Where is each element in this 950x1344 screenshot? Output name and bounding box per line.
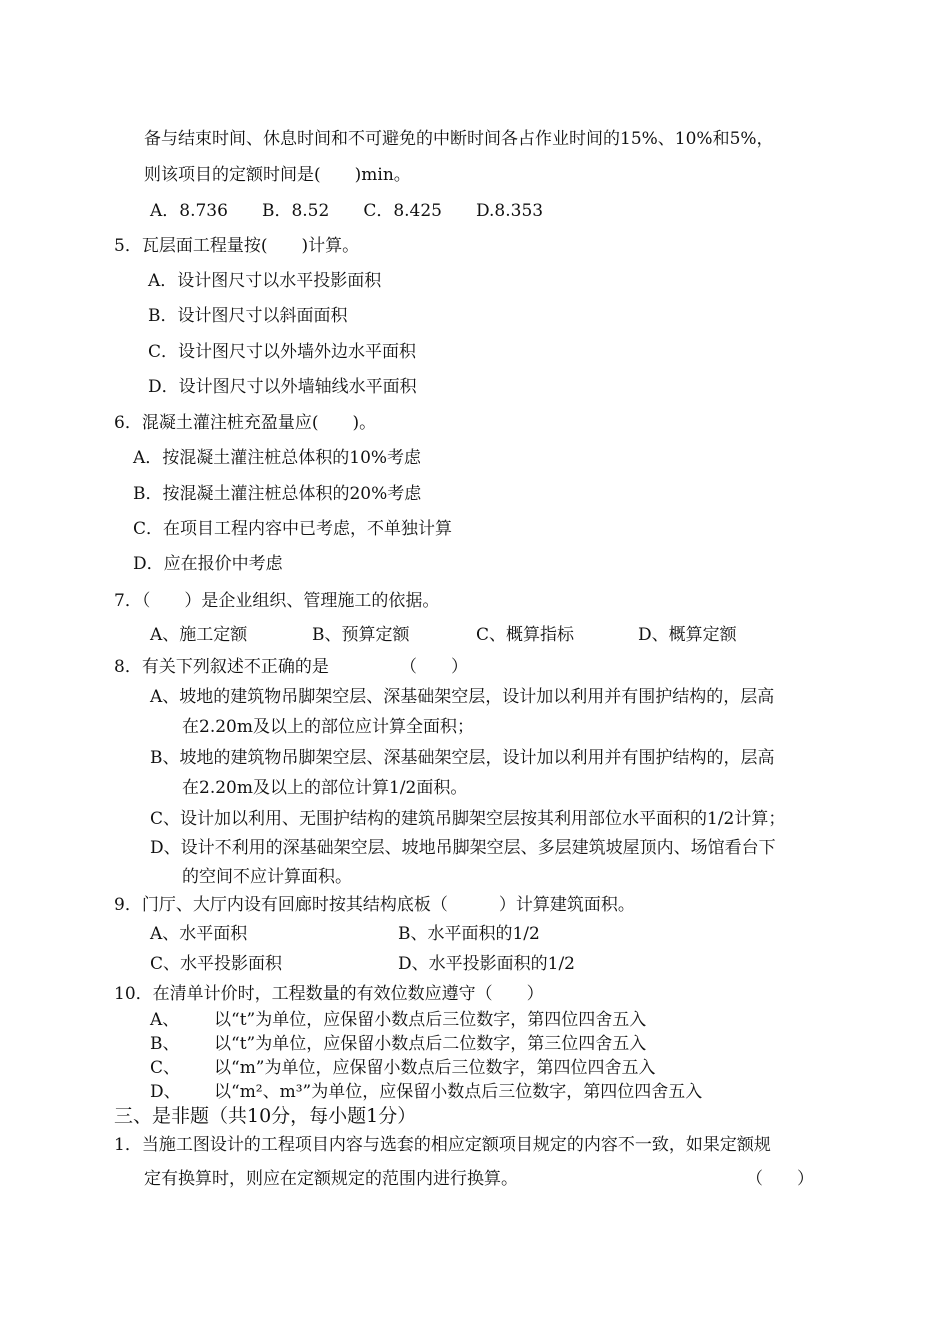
q6-option-d: D．应在报价中考虑 xyxy=(133,554,283,574)
q10-option-a-letter: A、 xyxy=(150,1010,180,1030)
q5-option-b: B．设计图尺寸以斜面面积 xyxy=(148,306,348,326)
q10-option-c-text: 以“m”为单位，应保留小数点后三位数字，第四位四舍五入 xyxy=(214,1058,656,1078)
q8-option-b-line1: B、坡地的建筑物吊脚架空层、深基础架空层，设计加以利用并有围护结构的，层高 xyxy=(150,748,775,768)
q9-option-d: D、水平投影面积的1/2 xyxy=(398,954,575,974)
tf-q1-line1: 1．当施工图设计的工程项目内容与选套的相应定额项目规定的内容不一致，如果定额规 xyxy=(114,1135,771,1155)
q10-option-d-text: 以“m²、m³”为单位，应保留小数点后三位数字，第四位四舍五入 xyxy=(214,1082,703,1102)
q6-option-c: C．在项目工程内容中已考虑，不单独计算 xyxy=(133,519,453,539)
q9-stem: 9．门厅、大厅内设有回廊时按其结构底板（ ）计算建筑面积。 xyxy=(114,895,635,915)
tf-q1-line2: 定有换算时，则应在定额规定的范围内进行换算。 xyxy=(144,1169,518,1189)
q10-option-d-letter: D、 xyxy=(150,1082,181,1102)
q7-option-d: D、概算定额 xyxy=(638,625,737,645)
q8-option-d-line1: D、设计不利用的深基础架空层、坡地吊脚架空层、多层建筑坡屋顶内、场馆看台下 xyxy=(150,838,776,858)
q4-continuation-line2: 则该项目的定额时间是( )min。 xyxy=(144,165,411,185)
q10-stem: 10．在清单计价时，工程数量的有效位数应遵守（ ） xyxy=(114,984,544,1004)
q4-continuation-line1: 备与结束时间、休息时间和不可避免的中断时间各占作业时间的15%、10%和5%， xyxy=(144,129,774,149)
q8-option-c-line1: C、设计加以利用、无围护结构的建筑吊脚架空层按其利用部位水平面积的1/2计算； xyxy=(150,809,786,829)
q4-option-c: C．8.425 xyxy=(363,201,442,221)
section-3-title: 三、是非题（共10分，每小题1分） xyxy=(114,1105,417,1127)
q4-option-d: D.8.353 xyxy=(476,201,544,221)
q7-stem: 7．（ ）是企业组织、管理施工的依据。 xyxy=(114,591,440,611)
q8-option-a-line2: 在2.20m及以上的部位应计算全面积； xyxy=(182,717,474,737)
q10-option-b-letter: B、 xyxy=(150,1034,180,1054)
q4-option-a: A．8.736 xyxy=(150,201,228,221)
q10-option-a-text: 以“t”为单位，应保留小数点后三位数字，第四位四舍五入 xyxy=(214,1010,647,1030)
q4-option-b: B．8.52 xyxy=(261,201,330,221)
q5-option-a: A．设计图尺寸以水平投影面积 xyxy=(148,271,382,291)
q6-option-b: B．按混凝土灌注桩总体积的20%考虑 xyxy=(133,484,422,504)
tf-q1-answer-paren: （ ） xyxy=(746,1169,814,1189)
q10-option-c-letter: C、 xyxy=(150,1058,181,1078)
q8-answer-paren: （ ） xyxy=(400,657,468,677)
q5-stem: 5．瓦层面工程量按( )计算。 xyxy=(114,236,360,256)
q7-option-c: C、概算指标 xyxy=(476,625,575,645)
q9-option-c: C、水平投影面积 xyxy=(150,954,283,974)
q5-option-d: D．设计图尺寸以外墙轴线水平面积 xyxy=(148,377,417,397)
q9-option-b: B、水平面积的1/2 xyxy=(398,924,540,944)
q5-option-c: C．设计图尺寸以外墙外边水平面积 xyxy=(148,342,417,362)
q7-option-a: A、施工定额 xyxy=(150,625,248,645)
q9-option-a: A、水平面积 xyxy=(150,924,248,944)
q6-option-a: A．按混凝土灌注桩总体积的10%考虑 xyxy=(133,448,422,468)
q6-stem: 6．混凝土灌注桩充盈量应( )。 xyxy=(114,413,377,433)
q8-option-b-line2: 在2.20m及以上的部位计算1/2面积。 xyxy=(182,778,468,798)
q8-option-d-line2: 的空间不应计算面积。 xyxy=(182,867,352,887)
q10-option-b-text: 以“t”为单位，应保留小数点后二位数字，第三位四舍五入 xyxy=(214,1034,647,1054)
q8-stem: 8．有关下列叙述不正确的是 xyxy=(114,657,329,677)
q4-options xyxy=(150,200,543,222)
q7-option-b: B、预算定额 xyxy=(312,625,410,645)
q8-option-a-line1: A、坡地的建筑物吊脚架空层、深基础架空层，设计加以利用并有围护结构的，层高 xyxy=(150,687,775,707)
